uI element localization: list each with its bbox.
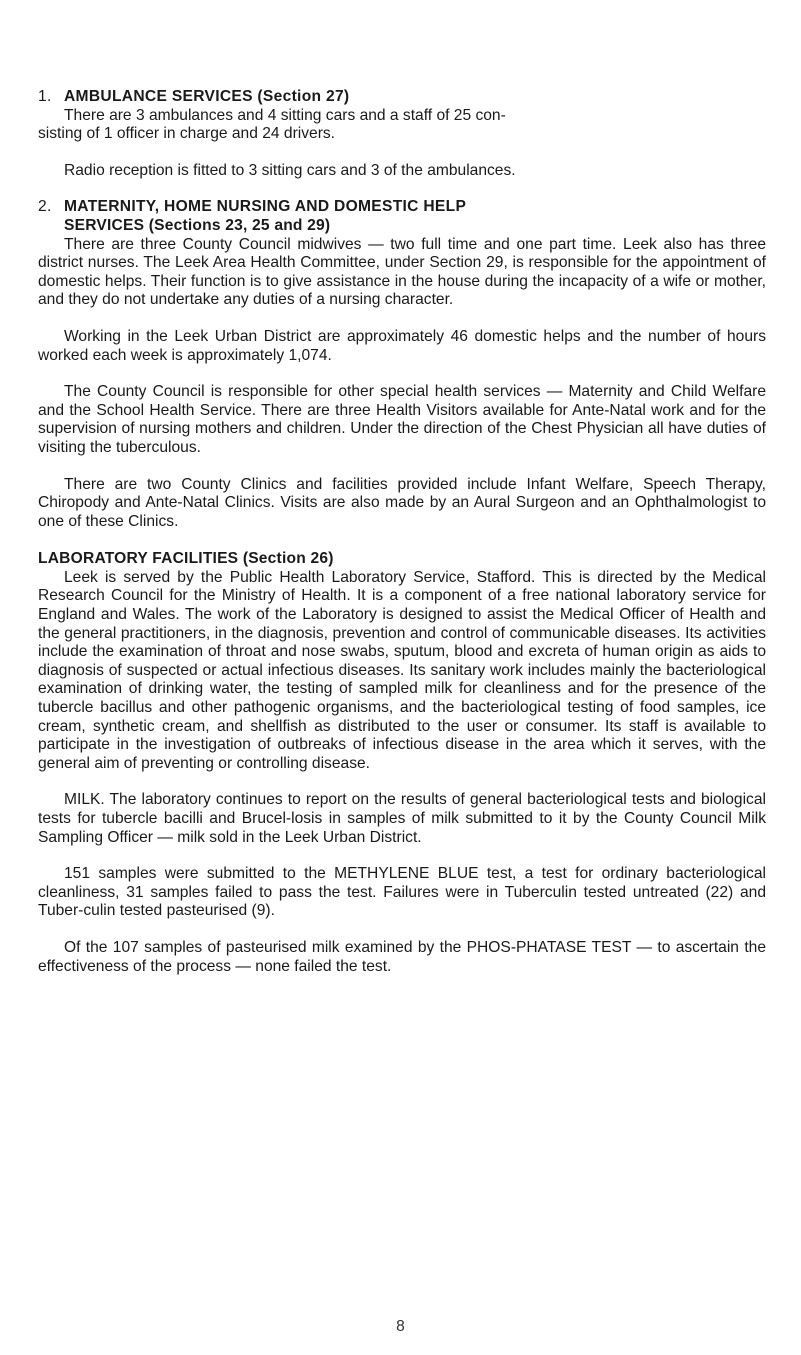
paragraph: MILK. The laboratory continues to report on the results of general bacteriological tests and biological tests for tubercle bacilli and Brucel-losis in samples of milk submitted to it by the County Council Milk Sampling Officer — milk sold in the Leek Urban District.	[38, 791, 766, 846]
paragraph-line: There are 3 ambulances and 4 sitting cars and a staff of 25 con-	[64, 106, 506, 124]
section-title-continued: SERVICES (Sections 23, 25 and 29)	[64, 216, 331, 234]
section-1-heading	[38, 88, 766, 107]
paragraph: There are three County Council midwives — two full time and one part time. Leek also has three district nurses. The Leek Area Health Committee, under Section 29, is responsible for the appointment of domestic helps. Their function is to give assistance in the house during the incapacity of a wife or mother, and they do not undertake any duties of a nursing character.	[38, 235, 766, 309]
section-number: 1.	[38, 88, 52, 105]
laboratory-heading: LABORATORY FACILITIES (Section 26)	[38, 550, 334, 568]
paragraph: Leek is served by the Public Health Laboratory Service, Stafford. This is directed by the Medical Research Council for the Ministry of Health. It is a component of a free national laboratory service for England and Wales. The work of the Laboratory is designed to assist the Medical Officer of Health and the general practitioners, in the diagnosis, prevention and control of communicable diseases. Its activities include the examination of throat and nose swabs, sputum, blood and excreta of human origin as aids to diagnosis of suspected or actual infectious diseases. Its sanitary work includes mainly the bacteriological examination of drinking water, the testing of sampled milk for cleanliness and for the presence of the tubercle bacillus and other pathogenic organisms, and the bacteriological testing of food samples, ice cream, synthetic cream, and shellfish as distributed to the user or consumer. Its staff is available to participate in the investigation of outbreaks of infectious disease in the area which it serves, with the general aim of preventing or controlling disease.	[38, 568, 766, 772]
page-number: 8	[396, 1318, 405, 1335]
paragraph: Working in the Leek Urban District are approximately 46 domestic helps and the number of hours worked each week is approximately 1,074.	[38, 327, 766, 364]
paragraph: 151 samples were submitted to the METHYLENE BLUE test, a test for ordinary bacteriological cleanliness, 31 samples failed to pass the test. Failures were in Tuberculin tested untreated (22) and Tuber-culin tested pasteurised (9).	[38, 865, 766, 920]
section-title: MATERNITY, HOME NURSING AND DOMESTIC HELP	[64, 198, 467, 216]
section-2-heading	[38, 198, 766, 217]
paragraph: Of the 107 samples of pasteurised milk examined by the PHOS-PHATASE TEST — to ascertain the effectiveness of the process — none failed the test.	[38, 938, 766, 975]
document-page	[38, 88, 766, 976]
paragraph: sisting of 1 officer in charge and 24 drivers.	[38, 125, 336, 143]
paragraph: Radio reception is fitted to 3 sitting cars and 3 of the ambulances.	[64, 161, 516, 179]
section-number: 2.	[38, 198, 52, 216]
section-title: AMBULANCE SERVICES (Section 27)	[64, 88, 350, 105]
paragraph: There are two County Clinics and facilities provided include Infant Welfare, Speech Therapy, Chiropody and Ante-Natal Clinics. Visits are also made by an Aural Surgeon and an Ophthalmologist to one of these Clinics.	[38, 475, 766, 530]
paragraph: The County Council is responsible for other special health services — Maternity and Child Welfare and the School Health Service. There are three Health Visitors available for Ante-Natal work and for the supervision of nursing mothers and children. Under the direction of the Chest Physician all have duties of visiting the tuberculous.	[38, 383, 766, 456]
